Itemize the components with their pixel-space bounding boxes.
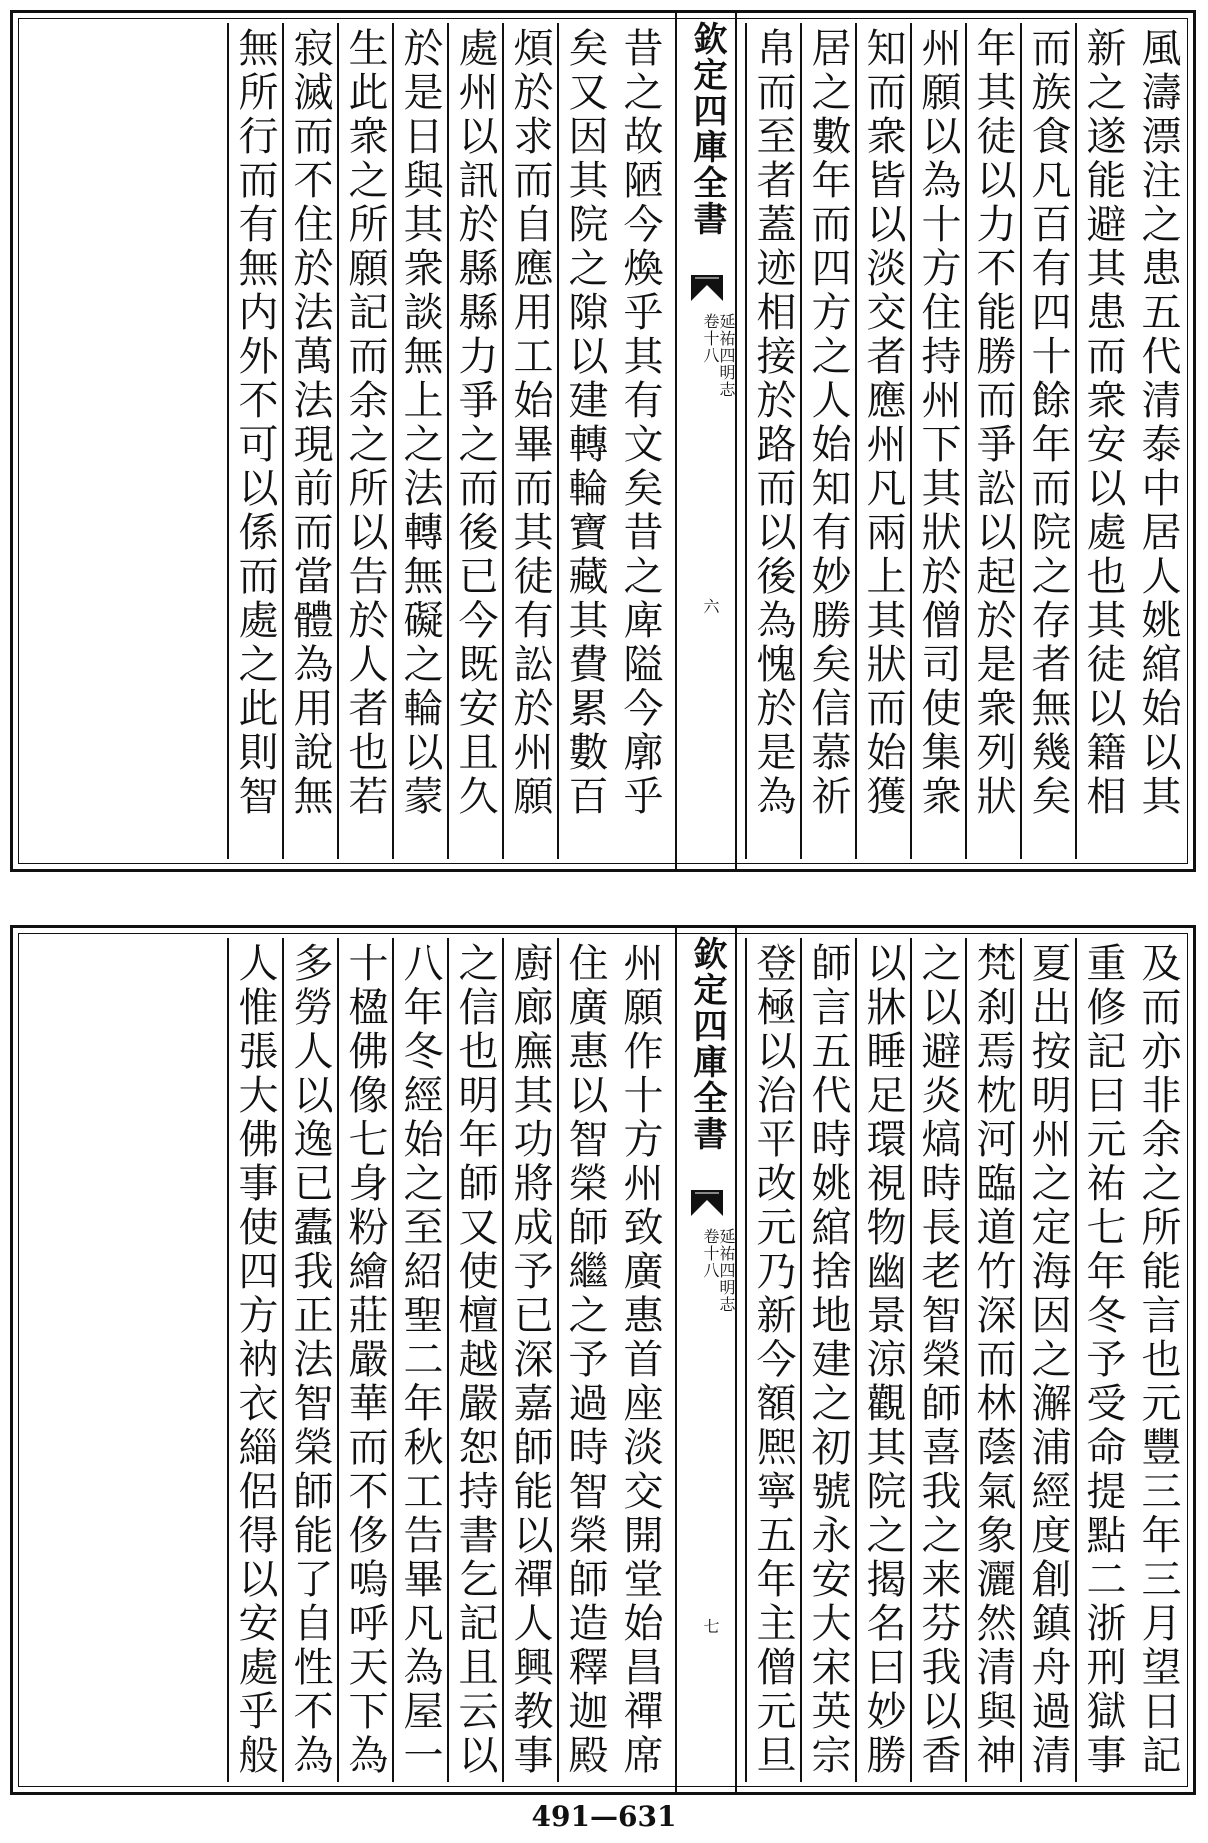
fish-tail-mark-icon — [691, 1190, 723, 1216]
book-title: 欽定四庫全書 — [687, 936, 727, 1152]
text-column: 多勞人以逸已蠹我正法智榮師能了自性不為 — [282, 938, 337, 1782]
text-column: 無所行而有無内外不可以係而處之此則智 — [227, 23, 282, 859]
center-fold — [675, 13, 737, 869]
text-column: 帛而至者蓋迹相接於路而以後為愧於是為 — [745, 23, 800, 859]
text-column: 煩於求而自應用工始畢而其徒有訟於州願 — [502, 23, 557, 859]
text-column: 生此衆之所願記而余之所以告於人者也若 — [337, 23, 392, 859]
text-column: 登極以治平改元乃新今額熈寧五年主僧元旦 — [745, 938, 800, 1782]
text-column: 州願作十方州致廣惠首座淡交開堂始昌禪席 — [617, 942, 663, 1778]
text-column: 重修記曰元祐七年冬予受命提點二浙刑獄事 — [1075, 938, 1130, 1782]
book-title: 欽定四庫全書 — [687, 21, 727, 237]
text-column: 矣又因其院之隙以建轉輪寶藏其費累數百 — [557, 23, 612, 859]
fish-tail-mark-icon — [691, 275, 723, 301]
volume-title: 延祐四明志 — [717, 313, 736, 398]
page-number: 六 — [701, 598, 720, 614]
left-text-block — [219, 928, 675, 1792]
text-column: 年其徒以力不能勝而爭訟以起於是衆列狀 — [965, 23, 1020, 859]
text-column: 之信也明年師又使檀越嚴恕持書乞記且云以 — [447, 938, 502, 1782]
text-column: 廚廊廡其功將成予已深嘉師能以禪人興教事 — [502, 938, 557, 1782]
book-page-upper — [10, 10, 1196, 872]
text-column: 之以避炎熇時長老智榮師喜我之来芬我以香 — [910, 938, 965, 1782]
chapter-label: 卷十八 — [701, 1228, 720, 1279]
chapter-label: 卷十八 — [701, 313, 720, 364]
text-column: 人惟張大佛事使四方衲衣緇侶得以安處乎般 — [227, 938, 282, 1782]
center-fold — [675, 928, 737, 1792]
left-text-block — [219, 13, 675, 869]
text-column: 住廣惠以智榮師繼之予過時智榮師造釋迦殿 — [557, 938, 612, 1782]
text-column: 以牀睡足環視物幽景涼觀其院之揭名曰妙勝 — [855, 938, 910, 1782]
right-text-block — [737, 928, 1193, 1792]
text-column: 新之遂能避其患而衆安以處也其徒以籍相 — [1075, 23, 1130, 859]
text-column: 知而衆皆以淡交者應州凡兩上其狀而始獲 — [855, 23, 910, 859]
page-number: 七 — [701, 1618, 720, 1634]
page-identifier: 491—631 — [531, 1800, 677, 1833]
text-column: 風濤漂注之患五代清泰中居人姚綰始以其 — [1135, 27, 1181, 819]
text-column: 而族食凡百有四十餘年而院之存者無幾矣 — [1020, 23, 1075, 859]
text-column: 夏出按明州之定海因之澥浦經度創鎮舟過清 — [1020, 938, 1075, 1782]
volume-title: 延祐四明志 — [717, 1228, 736, 1313]
text-column: 州願以為十方住持州下其狀於僧司使集衆 — [910, 23, 965, 859]
text-column: 十楹佛像七身粉繪莊嚴華而不侈嗚呼天下為 — [337, 938, 392, 1782]
book-page-lower — [10, 925, 1196, 1795]
text-column: 八年冬經始之至紹聖二年秋工告畢凡為屋一 — [392, 938, 447, 1782]
text-column: 昔之故陋今煥乎其有文矣昔之庳隘今廓乎 — [617, 27, 663, 819]
text-column: 師言五代時姚綰捨地建之初號永安大宋英宗 — [800, 938, 855, 1782]
text-column: 梵刹焉枕河臨道竹深而林蔭氣象灑然清與神 — [965, 938, 1020, 1782]
text-column: 及而亦非余之所能言也元豐三年三月望日記 — [1135, 942, 1181, 1778]
text-column: 居之數年而四方之人始知有妙勝矣信慕祈 — [800, 23, 855, 859]
text-column: 處州以訊於縣縣力爭之而後已今既安且久 — [447, 23, 502, 859]
text-column: 於是日與其衆談無上之法轉無礙之輪以蒙 — [392, 23, 447, 859]
text-column: 寂滅而不住於法萬法現前而當體為用說無 — [282, 23, 337, 859]
right-text-block — [737, 13, 1193, 869]
